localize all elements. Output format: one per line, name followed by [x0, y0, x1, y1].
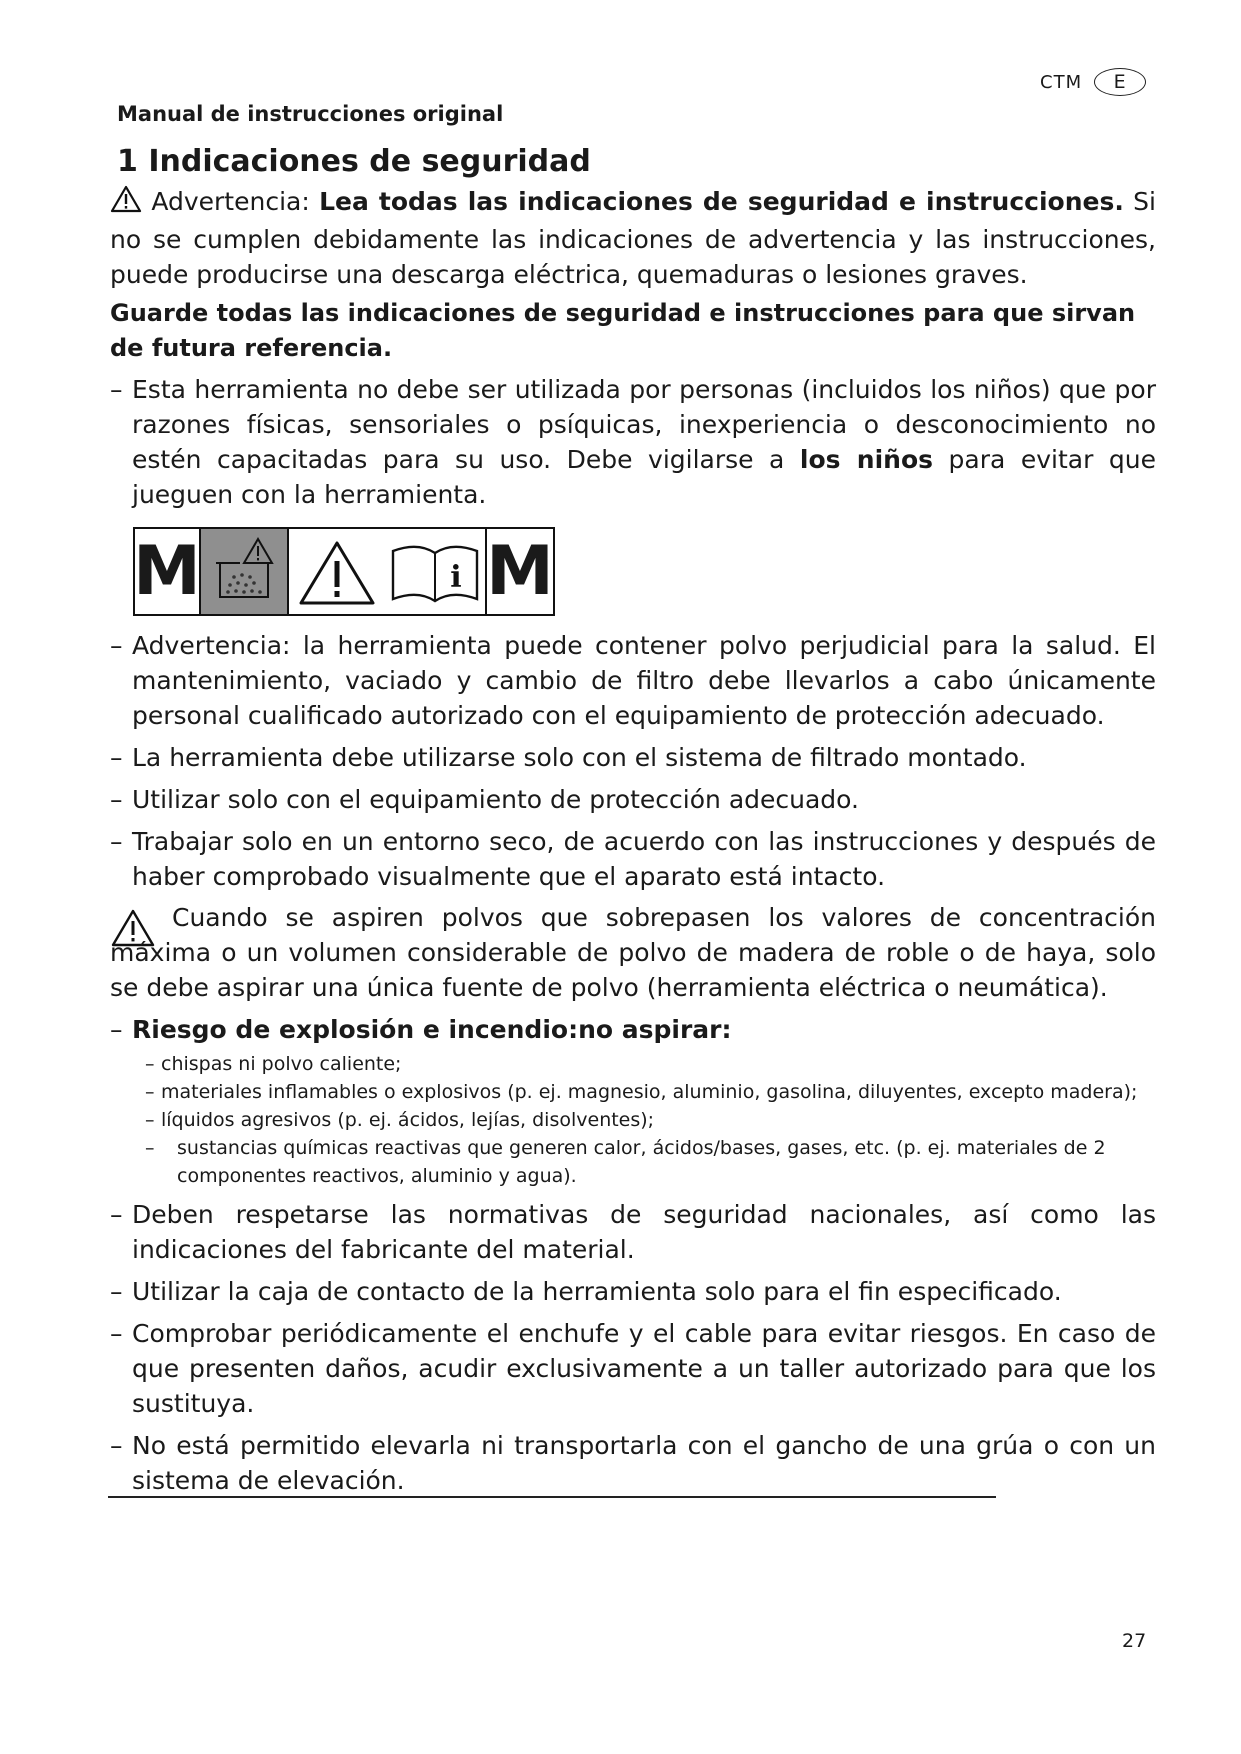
svg-text:i: i [450, 559, 462, 595]
list-item: – Deben respetarse las normativas de seguridad nacionales, así como las indicaciones del fabricante del material. [110, 1200, 1156, 1264]
warning-triangle-icon [110, 185, 142, 222]
section-divider [108, 1496, 996, 1498]
dust-hazard-icon [201, 529, 289, 614]
list-item: – Utilizar solo con el equipamiento de protección adecuado. [110, 785, 859, 814]
list-item: – Trabajar solo en un entorno seco, de acuerdo con las instrucciones y después de haber comprobado visualmente que el aparato está intacto. [110, 827, 1156, 891]
item-list-b [110, 1197, 1156, 1498]
dust-warning-paragraph: Cuando se aspiren polvos que sobrepasen los valores de concentración máxima o un volumen considerable de polvo de madera de roble o de haya, solo se debe aspirar una única fuente de polvo (herramienta eléctrica o neumática). [110, 903, 1156, 1002]
list-item: – chispas ni polvo caliente; [145, 1053, 402, 1075]
dust-class-pictogram [133, 527, 555, 616]
list-item: – líquidos agresivos (p. ej. ácidos, lejías, disolventes); [145, 1109, 655, 1131]
page-number: 27 [1122, 1630, 1147, 1652]
dust-class-m-right: M [486, 531, 554, 611]
list-item: – Esta herramienta no debe ser utilizada por personas (incluidos los niños) que por razones físicas, sensoriales o psíquicas, inexperiencia o desconocimiento no estén capacitadas para su uso. Debe vigilarse a los niños para evitar que jueguen con la herramienta. [110, 375, 1156, 509]
header-right [1040, 68, 1146, 96]
list-item: – materiales inflamables o explosivos (p. ej. magnesio, aluminio, gasolina, diluyentes, excepto madera); [145, 1081, 1138, 1103]
explosion-title: Riesgo de explosión e incendio:no aspirar: [132, 1015, 732, 1044]
document-title: Manual de instrucciones original [117, 102, 504, 126]
product-code: CTM [1040, 71, 1083, 93]
list-item: – sustancias químicas reactivas que generen calor, ácidos/bases, gases, etc. (p. ej. materiales de 2 componentes reactivos, aluminio y agua). [145, 1137, 1106, 1187]
list-item: – Utilizar la caja de contacto de la herramienta solo para el fin especificado. [110, 1277, 1062, 1306]
keep-instructions: Guarde todas las indicaciones de seguridad e instrucciones para que sirvan de futura referencia. [110, 299, 1136, 362]
list-item: – Comprobar periódicamente el enchufe y el cable para evitar riesgos. En caso de que presenten daños, acudir exclusivamente a un taller autorizado para que los sustituya. [110, 1319, 1156, 1418]
item-list-a [110, 628, 1156, 894]
dust-class-m-left: M [135, 529, 201, 614]
warning-paragraph: Advertencia: Lea todas las indicaciones de seguridad e instrucciones. Si no se cumplen debidamente las indicaciones de advertencia y las instrucciones, puede producirse una descarga eléctrica, quemaduras o lesiones graves. [110, 187, 1156, 289]
language-badge: E [1094, 68, 1146, 96]
explosion-risk: – Riesgo de explosión e incendio:no aspirar: [110, 1015, 732, 1044]
list-item: – No está permitido elevarla ni transportarla con el gancho de una grúa o con un sistema de elevación. [110, 1431, 1156, 1495]
list-item: – La herramienta debe utilizarse solo con el sistema de filtrado montado. [110, 743, 1027, 772]
list-item: – Advertencia: la herramienta puede contener polvo perjudicial para la salud. El mantenimiento, vaciado y cambio de filtro debe llevarlos a cabo únicamente personal cualificado autorizado con el equipamiento de protección adecuado. [110, 631, 1156, 730]
warning-bold: Lea todas las indicaciones de seguridad e instrucciones. [319, 187, 1124, 216]
read-manual-icon [385, 529, 487, 614]
explosion-sub-list [145, 1050, 1155, 1190]
warning-triangle-icon [289, 529, 385, 614]
section-title: 1 Indicaciones de seguridad [117, 144, 591, 179]
